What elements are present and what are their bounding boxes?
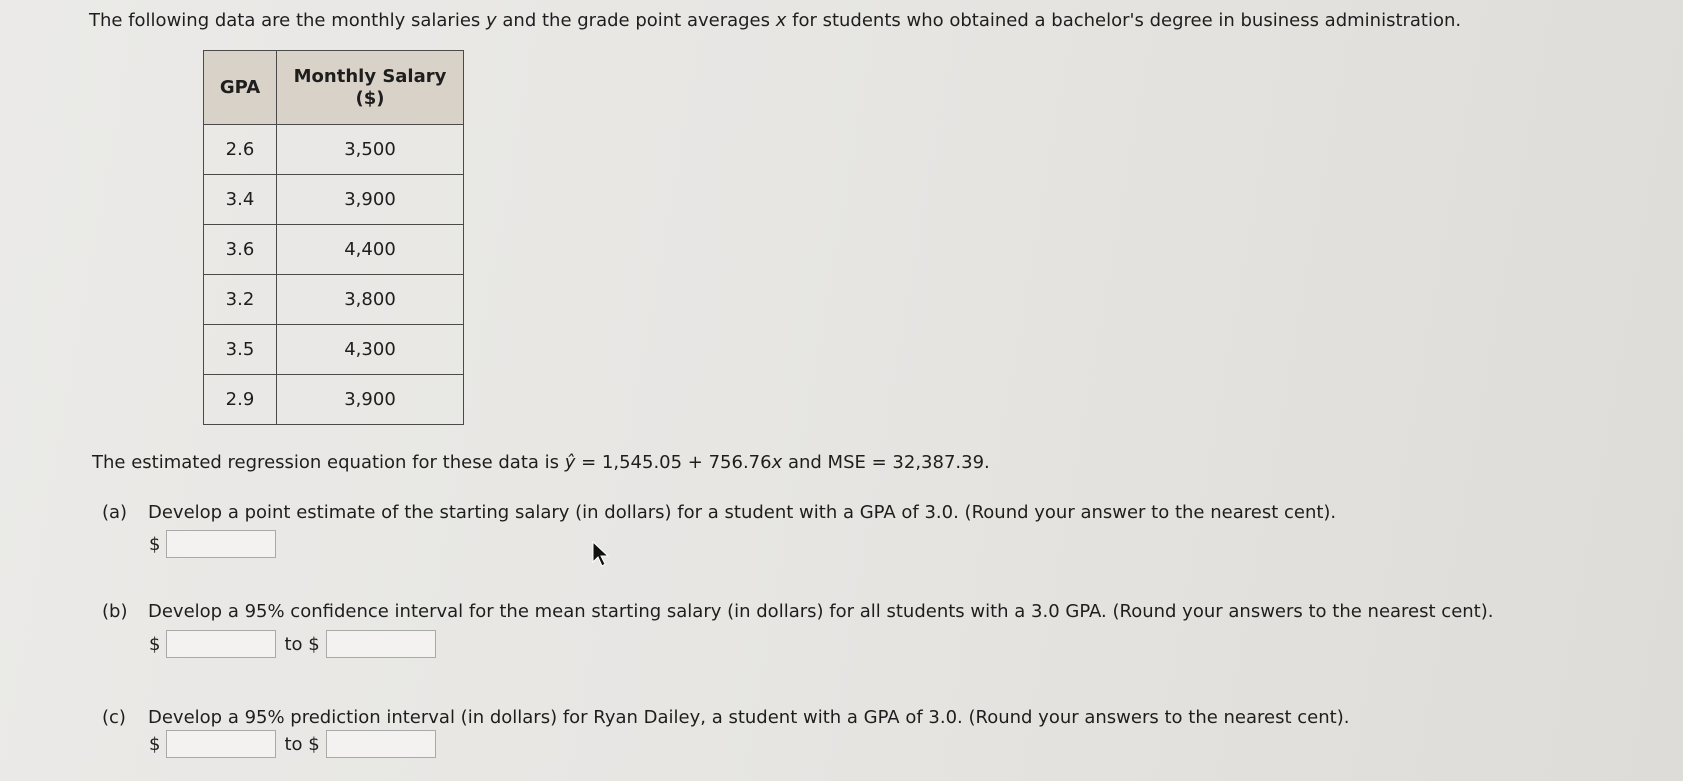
table-row [204, 325, 464, 375]
intro-part2: and the grade point averages [496, 10, 776, 31]
salary-cell: 4,300 [277, 325, 464, 375]
gpa-cell: 2.9 [204, 375, 277, 425]
point-estimate-input[interactable] [166, 530, 276, 558]
question-a-label: (a) [102, 502, 128, 523]
header-gpa: GPA [204, 51, 277, 125]
salary-cell: 3,500 [277, 125, 464, 175]
mouse-pointer-icon [591, 540, 611, 572]
regression-lead: The estimated regression equation for these data is [92, 452, 565, 473]
intro-var-y: y [486, 10, 497, 31]
question-c-text: Develop a 95% prediction interval (in dollars) for Ryan Dailey, a student with a GPA of 3.0. (Round your answers to the nearest cent). [148, 707, 1350, 728]
regression-yhat: ŷ [564, 452, 576, 473]
question-b [102, 601, 1493, 622]
salary-cell: 3,800 [277, 275, 464, 325]
gpa-cell: 3.6 [204, 225, 277, 275]
salary-cell: 4,400 [277, 225, 464, 275]
answer-row-c [149, 730, 436, 758]
table-row [204, 275, 464, 325]
currency-symbol: $ [149, 733, 161, 755]
confidence-lower-input[interactable] [166, 630, 276, 658]
regression-equation: = 1,545.05 + 756.76 [575, 452, 772, 473]
table-row [204, 175, 464, 225]
gpa-cell: 3.5 [204, 325, 277, 375]
intro-part1: The following data are the monthly salaries [89, 10, 487, 31]
currency-symbol: $ [149, 633, 161, 655]
question-c-label: (c) [102, 707, 126, 728]
currency-symbol: $ [149, 533, 161, 555]
question-a [102, 502, 1336, 523]
header-monthly-salary [277, 51, 464, 125]
header-salary-line2: ($) [355, 87, 385, 109]
question-c [102, 707, 1349, 728]
intro-var-x: x [775, 10, 787, 31]
answer-row-a [149, 530, 276, 558]
intro-text [89, 10, 1461, 31]
table-header-row [204, 51, 464, 125]
data-table [203, 50, 464, 425]
answer-row-b [149, 630, 436, 658]
header-salary-line1: Monthly Salary [293, 65, 447, 87]
gpa-cell: 3.2 [204, 275, 277, 325]
table-row [204, 375, 464, 425]
question-b-label: (b) [102, 601, 128, 622]
regression-var-x: x [771, 452, 783, 473]
intro-part3: for students who obtained a bachelor's degree in business administration. [786, 10, 1462, 31]
salary-cell: 3,900 [277, 375, 464, 425]
gpa-cell: 2.6 [204, 125, 277, 175]
gpa-cell: 3.4 [204, 175, 277, 225]
regression-tail: and MSE = 32,387.39. [782, 452, 990, 473]
salary-cell: 3,900 [277, 175, 464, 225]
to-label: to $ [284, 733, 320, 755]
question-a-text: Develop a point estimate of the starting salary (in dollars) for a student with a GPA of 3.0. (Round your answer to the nearest cent). [148, 502, 1337, 523]
table-row [204, 125, 464, 175]
regression-statement [92, 452, 990, 473]
confidence-upper-input[interactable] [326, 630, 436, 658]
prediction-lower-input[interactable] [166, 730, 276, 758]
question-b-text: Develop a 95% confidence interval for the mean starting salary (in dollars) for all students with a 3.0 GPA. (Round your answers to the nearest cent). [148, 601, 1494, 622]
table-row [204, 225, 464, 275]
to-label: to $ [284, 633, 320, 655]
prediction-upper-input[interactable] [326, 730, 436, 758]
